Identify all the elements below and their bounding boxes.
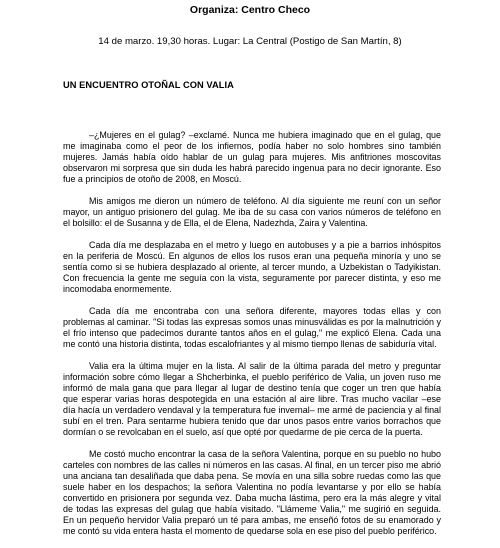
paragraph: Mis amigos me dieron un número de teléfono. Al día siguiente me reuní con un señor mayor, un antiguo prisionero del gulag. Me iba de su casa con varios números de teléfono en el bolsillo: el de Susanna y de Ella, el de Elena, Nadezhda, Zaira y Valentina. [63, 196, 441, 228]
article-title: UN ENCUENTRO OTOÑAL CON VALIA [63, 80, 234, 90]
paragraph: Cada día me desplazaba en el metro y luego en autobuses y a pie a barrios inhóspitos en la periferia de Moscú. En algunos de ellos los rusos eran una pequeña minoría y uno se sentía como si se hubiera desplazado al oriente, al tercer mundo, a Uzbekistan o Tadyikistan. Con frecuencia la gente me seguía con la vista, seguramente por parecer distinta, y eso me incomodaba enormemente. [63, 240, 441, 295]
article-body [63, 130, 441, 548]
paragraph: –¿Mujeres en el gulag? –exclamé. Nunca me hubiera imaginado que en el gulag, que me imaginaba como el peor de los infiernos, podía haber no solo hombres sino también mujeres. Jamás había oído hablar de un gulag para mujeres. Mis anfitriones moscovitas observaron mi sorpresa que sin duda les habrá parecido ingenua para no decir ignorante. Eso fue a principios de otoño de 2008, en Moscú. [63, 130, 441, 184]
event-details: 14 de marzo. 19,30 horas. Lugar: La Central (Postigo de San Martín, 8) [98, 36, 402, 47]
paragraph: Me costó mucho encontrar la casa de la señora Valentina, porque en su pueblo no hubo carteles con nombres de las calles ni números en las casas. Al final, en un tercer piso me abrió una anciana tan desaliñada que daba pena. Se movía en una silla sobre ruedas como las que suele haber en los despachos; la señora Valentina no podía levantarse y por ello se había convertido en prisionera por segunda vez. Daba mucha lástima, pero era la más alegre y vital de todas las expresas del gulag que había visitado. "Llámeme Valia," me sugirió en seguida. En un pequeño hervidor Valia preparó un té para ambas, me enseñó fotos de su enamorado y me contó su vida entera hasta el momento de quedarse sola en ese piso del pueblo periférico. [63, 449, 441, 537]
paragraph: Cada día me encontraba con una señora diferente, mayores todas ellas y con problemas al caminar. "Si todas las expresas somos unas minusválidas es por la malnutrición y el frío intenso que padecimos durante tantos años en el gulag," me explicó Elena. Cada una me contó una historia distinta, todas escalofriantes y al mismo tiempo llenas de sabiduría vital. [63, 306, 441, 350]
paragraph: Valia era la última mujer en la lista. Al salir de la última parada del metro y preguntar información sobre cómo llegar a Shcherbinka, el pueblo periférico de Valia, un joven ruso me informó de mala gana que para llegar al lugar de destino tenía que coger un tren que había que esperar varias horas despotegida en una estación al aire libre. Tras mucho vacilar –ese día hacía un verdadero vendaval y la temperatura fue invernal– me armé de paciencia y al final subí en el tren. Para sentarme hubiera tenido que dar unos pasos entre varios borrachos que dormían o se revolcaban en el suelo, así que opté por quedarme de pie cerca de la puerta. [63, 361, 441, 438]
organizer-line: Organiza: Centro Checo [189, 4, 311, 16]
